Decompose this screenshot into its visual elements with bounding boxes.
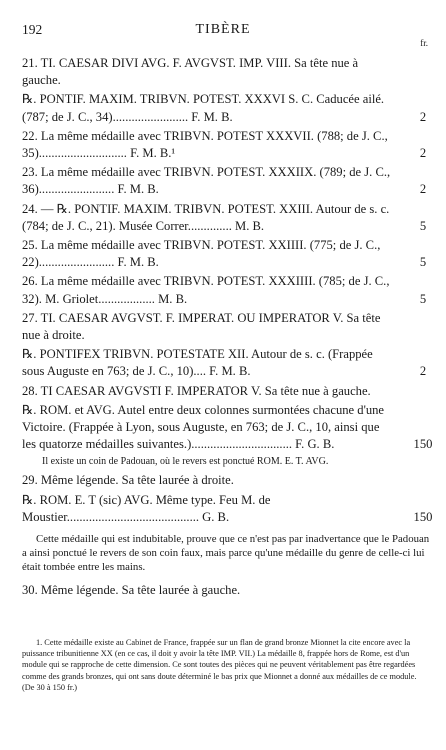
catalogue-entry-27 <box>22 310 436 344</box>
price-column-unit: fr. <box>420 38 428 48</box>
entry-price: 2 <box>419 109 427 124</box>
catalogue-entry-30 <box>22 582 436 599</box>
page-header <box>22 22 428 48</box>
entry-text: ℞. PONTIF. MAXIM. TRIBVN. POTEST. XXXVI S. C. Caducée ailé. (787; de J. C., 34)........................ F. M. B. <box>22 92 385 124</box>
footnote-text: 1. Cette médaille existe au Cabinet de France, frappée sur un flan de grand bronze Mionnet la cite encore avec la puissance tribunitienne XX (en ce cas, il doit y avoir la tête IMP. VII.) La médaille 8, frappée hors de Rome, est d'un module qui se rapproche de cette dimension. Ce sont toutes des pièces qui ne peuvent véritablement pas être regardées comme des grands bronzes, qui ont sans doute déterminé le bas prix que Mionnet a donné aux médailles de ce module. (De 30 à 150 fr.) <box>22 638 417 692</box>
entry-text: 28. TI CAESAR AVGVSTI F. IMPERATOR V. Sa tête nue à gauche. <box>22 383 371 398</box>
catalogue-entry-21 <box>22 55 436 89</box>
entry-text: 26. La même médaille avec TRIBVN. POTEST. XXXIIII. (785; de J. C., 32). M. Griolet.................. M. B. <box>22 274 390 306</box>
entry-price: 2 <box>419 364 427 379</box>
catalogue-entry-23 <box>22 164 436 198</box>
catalogue-entry-22 <box>22 128 436 162</box>
entry-text: ℞. ROM. et AVG. Autel entre deux colonnes surmontées chacune d'une Victoire. (Frappée à Lyon, sous Auguste, en 763; de J. C., 10, ainsi que les quatorze médailles suivantes.)................................ F. G. B. <box>22 402 385 452</box>
catalogue-entry-26 <box>22 273 436 307</box>
catalogue-entry-29 <box>22 472 436 489</box>
commentary-paragraph: Cette médaille qui est indubitable, prouve que ce n'est pas par inadvertance que le Padouan a ainsi ponctué le revers de son coin faux, mais parce qu'une médaille du genre de celle-ci lui était tombée entre les mains. <box>22 533 430 574</box>
entry-text: ℞. ROM. E. T (sic) AVG. Même type. Feu M. de Moustier.......................................... G. B. <box>22 492 271 524</box>
footnote <box>22 637 426 693</box>
entry-price: 2 <box>419 146 427 161</box>
catalogue-entry-27-reverse <box>22 346 436 380</box>
entry-text: 23. La même médaille avec TRIBVN. POTEST. XXXIIX. (789; de J. C., 36)........................ F. M. B. <box>22 165 391 197</box>
entry-text: 24. — ℞. PONTIF. MAXIM. TRIBVN. POTEST. XXIII. Autour de s. c. (784; de J. C., 21). Musée Correr.............. M. B. <box>22 201 390 233</box>
page-title: TIBÈRE <box>195 22 251 37</box>
entry-price: 150 <box>413 437 433 452</box>
page-number: 192 <box>22 22 43 37</box>
entry-text: 29. Même légende. Sa tête laurée à droite. <box>22 473 234 488</box>
catalogue-entry-28 <box>22 383 436 400</box>
catalogue-entry-25 <box>22 237 436 271</box>
entry-text: 27. TI. CAESAR AVGVST. F. IMPERAT. OU IMPERATOR V. Sa tête nue à droite. <box>22 310 381 343</box>
medal-catalogue <box>22 55 436 601</box>
entry-text: 21. TI. CAESAR DIVI AVG. F. AVGVST. IMP. VIII. Sa tête nue à gauche. <box>22 56 359 88</box>
entry-price: 5 <box>419 218 427 233</box>
entry-text: 30. Même légende. Sa tête laurée à gauche. <box>22 583 241 598</box>
catalogue-entry-24 <box>22 201 436 235</box>
entry-price: 2 <box>419 182 427 197</box>
entry-text: ℞. PONTIFEX TRIBVN. POTESTATE XII. Autour de s. c. (Frappée sous Auguste en 763; de J. C., 10).... F. M. B. <box>22 347 373 379</box>
padouan-note: Il existe un coin de Padouan, où le revers est ponctué ROM. E. T. AVG. <box>42 456 329 468</box>
entry-price: 150 <box>413 509 433 524</box>
catalogue-entry-29-reverse <box>22 492 436 526</box>
entry-price: 5 <box>419 291 427 306</box>
catalogue-entry-21-reverse <box>22 91 436 125</box>
catalogue-entry-28-reverse <box>22 402 436 454</box>
entry-price: 5 <box>419 255 427 270</box>
entry-text: 22. La même médaille avec TRIBVN. POTEST XXXVII. (788; de J. C., 35)............................ F. M. B.¹ <box>22 128 388 161</box>
entry-text: 25. La même médaille avec TRIBVN. POTEST. XXIIII. (775; de J. C., 22)........................ F. M. B. <box>22 238 381 270</box>
